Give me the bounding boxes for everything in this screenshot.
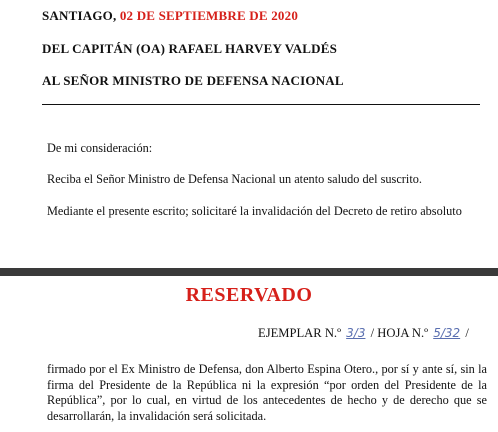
salutation: Reciba el Señor Ministro de Defensa Nacional un atento saludo del suscrito. xyxy=(47,172,422,186)
date: 02 DE SEPTIEMBRE DE 2020 xyxy=(119,8,299,23)
ejemplar-handwritten-value: 3/3 xyxy=(346,326,366,340)
recipient-line: AL SEÑOR MINISTRO DE DEFENSA NACIONAL xyxy=(42,73,344,88)
page-divider xyxy=(0,268,498,276)
continuation-paragraph: firmado por el Ex Ministro de Defensa, don Alberto Espina Otero., por sí y ante sí, sin la firma del Presidente de la República ni la expresión “por orden del Presidente de la República”, por lo cual, en virtud de los antecedentes de hecho y de derecho que se desarrollarán, la invalidación será solicitada. xyxy=(47,362,487,423)
end-slash: / xyxy=(465,326,469,340)
classification-label: RESERVADO xyxy=(185,284,313,306)
ejemplar-label: EJEMPLAR N.º xyxy=(258,326,341,340)
city: SANTIAGO, xyxy=(42,8,117,23)
date-line xyxy=(42,8,298,24)
greeting: De mi consideración: xyxy=(47,141,153,155)
hoja-label: / HOJA N.º xyxy=(370,326,429,340)
copy-sheet-line xyxy=(258,326,469,341)
letter-page-bottom xyxy=(0,276,498,432)
header-rule xyxy=(42,104,480,105)
intro-paragraph: Mediante el presente escrito; solicitaré la invalidación del Decreto de retiro absoluto xyxy=(47,204,462,218)
sender-line: DEL CAPITÁN (OA) RAFAEL HARVEY VALDÉS xyxy=(42,41,338,56)
hoja-handwritten-value: 5/32 xyxy=(433,326,461,340)
